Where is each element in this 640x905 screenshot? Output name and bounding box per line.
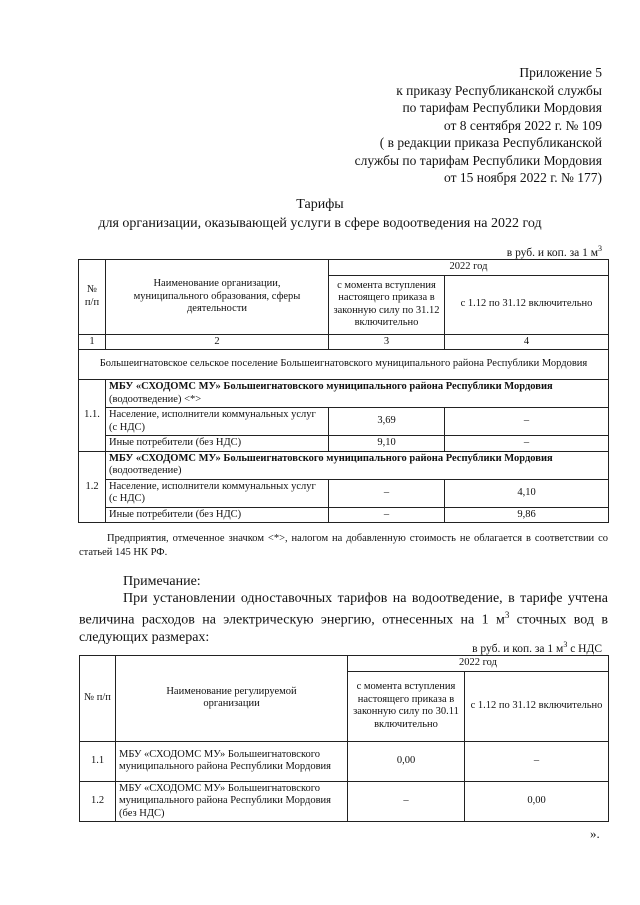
header-line: Приложение 5 [519, 65, 602, 80]
tariff-value: 4,10 [445, 479, 609, 507]
col-header-period2: с 1.12 по 31.12 включительно [465, 671, 609, 741]
cost-value: 0,00 [465, 781, 609, 822]
col-header-no: № п/п [80, 656, 116, 742]
org-name-cell: МБУ «СХОДОМС МУ» Большеигнатовского муниципального района Республики Мордовия (водоотведение) <*> [106, 380, 609, 408]
index-cell: 1 [79, 334, 106, 350]
col-header-name: Наименование регулируемой организации [116, 656, 348, 742]
note-text: При установлении одноставочных тарифов на водоотведение, в тарифе учтена величина расходов на электрическую энергию, отнесенных на 1 $м^3$ сточных вод в следующих размерах: [79, 591, 608, 645]
document-subtitle: для организации, оказывающей услуги в сфере водоотведения на 2022 год [98, 216, 542, 231]
closing-quote: ». [590, 826, 600, 841]
electricity-cost-table [79, 655, 609, 822]
table1-unit: в руб. и коп. за 1 $м^3$ [506, 244, 602, 259]
group-number: 1.1. [79, 380, 106, 452]
header-line: к приказу Республиканской службы [396, 82, 602, 98]
appendix-header [355, 64, 602, 187]
header-line: от 8 сентября 2022 г. № 109 [443, 117, 602, 133]
org-name-cell: МБУ «СХОДОМС МУ» Большеигнатовского муниципального района Республики Мордовия (без НДС) [116, 781, 348, 822]
col-header-year: 2022 год [329, 260, 609, 276]
tariff-value: – [445, 408, 609, 436]
header-line: от 15 ноября 2022 г. № 177) [444, 170, 602, 185]
index-cell: 2 [106, 334, 329, 350]
row-number: 1.2 [80, 781, 116, 822]
col-header-period1: с момента вступления настоящего приказа в законную силу по 30.11 включительно [348, 671, 465, 741]
col-header-name: Наименование организации, муниципального образования, сферы деятельности [106, 260, 329, 335]
header-line: по тарифам Республики Мордовия [402, 100, 602, 115]
col-header-period1: с момента вступления настоящего приказа в законную силу по 31.12 включительно [329, 275, 445, 334]
section-row: Большеигнатовское сельское поселение Большеигнатовского муниципального района Республики Мордовия [79, 350, 609, 380]
row-number: 1.1 [80, 741, 116, 781]
footnote: Предприятия, отмеченное значком <*>, налогом на добавленную стоимость не облагается в соответствии со статьей 145 НК РФ. [79, 533, 608, 558]
table2-unit: в руб. и коп. за 1 $м^3$ с НДС [472, 640, 602, 655]
consumer-cell: Иные потребители (без НДС) [106, 436, 329, 452]
index-cell: 3 [329, 334, 445, 350]
tariff-table [78, 259, 609, 523]
header-line: ( в редакции приказа Республиканской [379, 135, 602, 150]
org-name-cell: МБУ «СХОДОМС МУ» Большеигнатовского муниципального района Республики Мордовия (водоотведение) [106, 451, 609, 479]
document-title: Тарифы [296, 197, 344, 212]
note-heading: Примечание: [123, 574, 201, 589]
col-header-period2: с 1.12 по 31.12 включительно [445, 275, 609, 334]
consumer-cell: Иные потребители (без НДС) [106, 507, 329, 523]
col-header-no: № п/п [79, 260, 106, 335]
index-cell: 4 [445, 334, 609, 350]
tariff-value: – [445, 436, 609, 452]
tariff-value: 9,86 [445, 507, 609, 523]
org-name-cell: МБУ «СХОДОМС МУ» Большеигнатовского муниципального района Республики Мордовия [116, 741, 348, 781]
cost-value: – [348, 781, 465, 822]
consumer-cell: Население, исполнители коммунальных услуг (с НДС) [106, 479, 329, 507]
tariff-value: 9,10 [329, 436, 445, 452]
tariff-value: 3,69 [329, 408, 445, 436]
cost-value: – [465, 741, 609, 781]
consumer-cell: Население, исполнители коммунальных услуг (с НДС) [106, 408, 329, 436]
tariff-value: – [329, 507, 445, 523]
col-header-year: 2022 год [348, 656, 609, 672]
group-number: 1.2 [79, 451, 106, 523]
header-line: службы по тарифам Республики Мордовия [354, 152, 602, 168]
cost-value: 0,00 [348, 741, 465, 781]
tariff-value: – [329, 479, 445, 507]
